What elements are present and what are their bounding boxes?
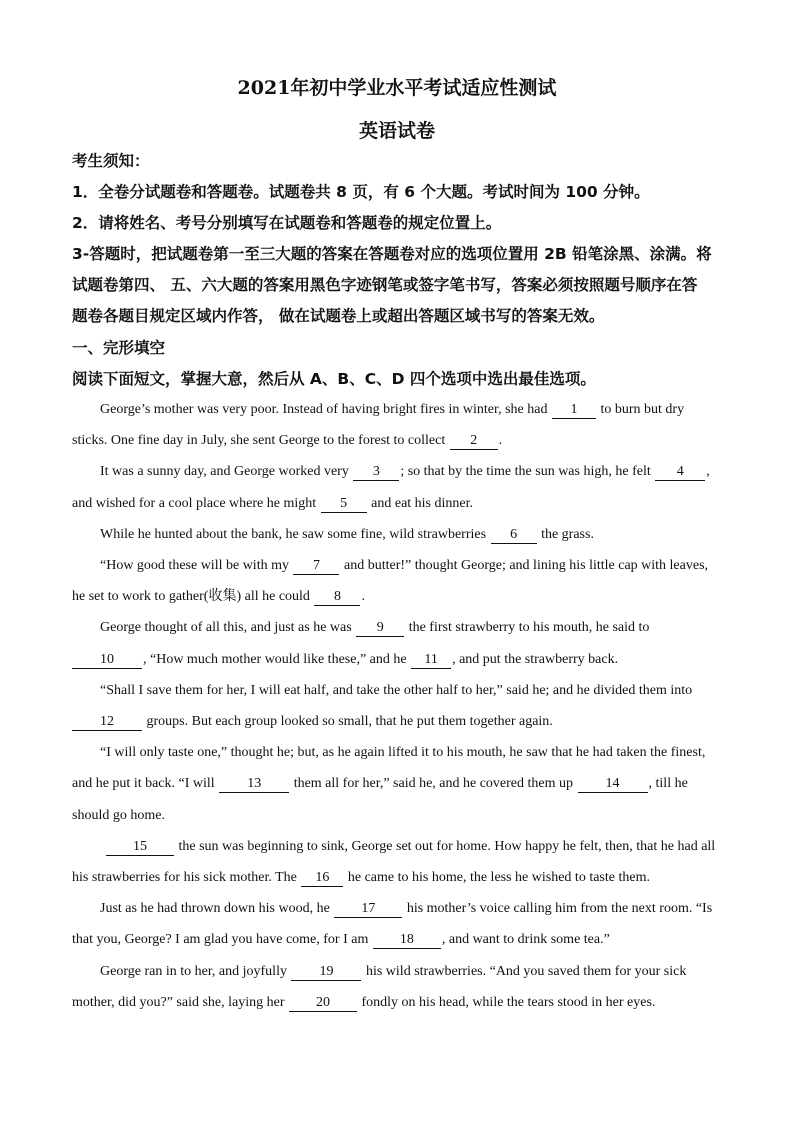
blank-12: 12 [72,714,142,731]
passage-text: he set to work to gather(收集) all he could [72,589,310,604]
passage-text: fondly on his head, while the tears stood in her eyes. [361,995,656,1010]
passage-text: that you, George? I am glad you have come, for I am [72,932,369,947]
passage-text: he came to his home, the less he wished to taste them. [347,870,650,885]
passage-text: them all for her,” said he, and he covered them up [293,776,574,791]
blank-8: 8 [314,589,360,606]
passage-line [72,519,760,550]
passage-text: “Shall I save them for her, I will eat half, and take the other half to her,” said he; and he divided them into [100,683,693,698]
passage-text: should go home. [72,808,165,823]
passage-text: . [498,433,503,448]
notice-item: 3-答题时，把试题卷第一至三大题的答案在答题卷对应的选项位置用 2B 铅笔涂黑、涂满。将 [72,245,712,263]
blank-20: 20 [289,995,357,1012]
blank-11: 11 [411,652,451,669]
blank-3: 3 [353,464,399,481]
passage-line [72,831,760,862]
passage-line [72,800,732,831]
passage-text: , [706,464,710,479]
passage-line [72,675,760,706]
blank-1: 1 [552,402,596,419]
blank-15: 15 [106,839,174,856]
passage-text: and he put it back. “I will [72,776,215,791]
blank-17: 17 [334,901,402,918]
notice-item: 2．请将姓名、考号分别填写在试题卷和答题卷的规定位置上。 [72,214,502,232]
passage-text: . [361,589,365,604]
passage-text: his wild strawberries. “And you saved them for your sick [365,964,687,979]
blank-5: 5 [321,496,367,513]
passage-line [72,862,732,893]
passage-text: It was a sunny day, and George worked very [100,464,349,479]
passage-text: and wished for a cool place where he might [72,496,317,511]
section-instruction: 阅读下面短文，掌握大意，然后从 A、B、C、D 四个选项中选出最佳选项。 [72,370,596,388]
passage-text: Just as he had thrown down his wood, he [100,901,330,916]
notice-item: 题卷各题目规定区域内作答， 做在试题卷上或超出答题区域书写的答案无效。 [72,307,605,325]
passage-text: ; so that by the time the sun was high, he felt [400,464,651,479]
blank-14: 14 [578,776,648,793]
passage-line [72,425,732,456]
passage-line [72,456,760,487]
passage-text: the grass. [541,527,594,542]
passage-line [72,956,760,987]
passage-text: the first strawberry to his mouth, he said to [408,620,650,635]
exam-subtitle: 英语试卷 [358,120,435,142]
blank-18: 18 [373,932,441,949]
blank-9: 9 [356,620,404,637]
passage-line [72,550,760,581]
passage-text: sticks. One fine day in July, she sent George to the forest to collect [72,433,446,448]
passage-text: to burn but dry [600,402,685,417]
notice-heading: 考生须知： [72,152,150,170]
exam-title: 2021年初中学业水平考试适应性测试 [237,77,557,99]
passage-line [72,612,760,643]
passage-text: and butter!” thought George; and lining his little cap with leaves, [343,558,709,573]
passage-text: George thought of all this, and just as he was [100,620,352,635]
blank-4: 4 [655,464,705,481]
passage-text: the sun was beginning to sink, George set out for home. How happy he felt, then, that he had all [178,839,716,854]
passage-line [72,737,760,768]
passage-line [72,394,760,425]
passage-text: and eat his dinner. [371,496,474,511]
passage-line [72,488,732,519]
blank-19: 19 [291,964,361,981]
blank-6: 6 [491,527,537,544]
passage-text: , “How much mother would like these,” and he [143,652,407,667]
blank-16: 16 [301,870,343,887]
passage-line [72,893,760,924]
notice-item: 1．全卷分试题卷和答题卷。试题卷共 8 页，有 6 个大题。考试时间为 100 分钟。 [72,183,650,201]
notice-item: 试题卷第四、 五、六大题的答案用黑色字迹钢笔或签字笔书写，答案必须按照题号顺序在答 [72,276,698,294]
passage-text: , and want to drink some tea.” [441,932,610,947]
section-title: 一、完形填空 [72,339,166,357]
passage-text: , till he [648,776,688,791]
passage-text: his strawberries for his sick mother. The [72,870,297,885]
blank-10: 10 [72,652,142,669]
passage-text: George’s mother was very poor. Instead of having bright fires in winter, she had [100,402,548,417]
passage-line [72,987,732,1018]
passage-text: his mother’s voice calling him from the next room. “Is [406,901,713,916]
blank-13: 13 [219,776,289,793]
passage-text: mother, did you?” said she, laying her [72,995,285,1010]
passage-text: groups. But each group looked so small, that he put them together again. [146,714,553,729]
blank-7: 7 [293,558,339,575]
passage-line [72,924,732,955]
passage-text: , and put the strawberry back. [452,652,619,667]
blank-2: 2 [450,433,498,450]
passage-line [72,581,732,612]
passage-text: “I will only taste one,” thought he; but, as he again lifted it to his mouth, he saw that he had taken the finest, [100,745,706,760]
passage-text: While he hunted about the bank, he saw some fine, wild strawberries [100,527,487,542]
passage-text: George ran in to her, and joyfully [100,964,287,979]
passage-line [72,706,732,737]
passage-text: “How good these will be with my [100,558,289,573]
passage-line [72,644,732,675]
passage-line [72,768,732,799]
